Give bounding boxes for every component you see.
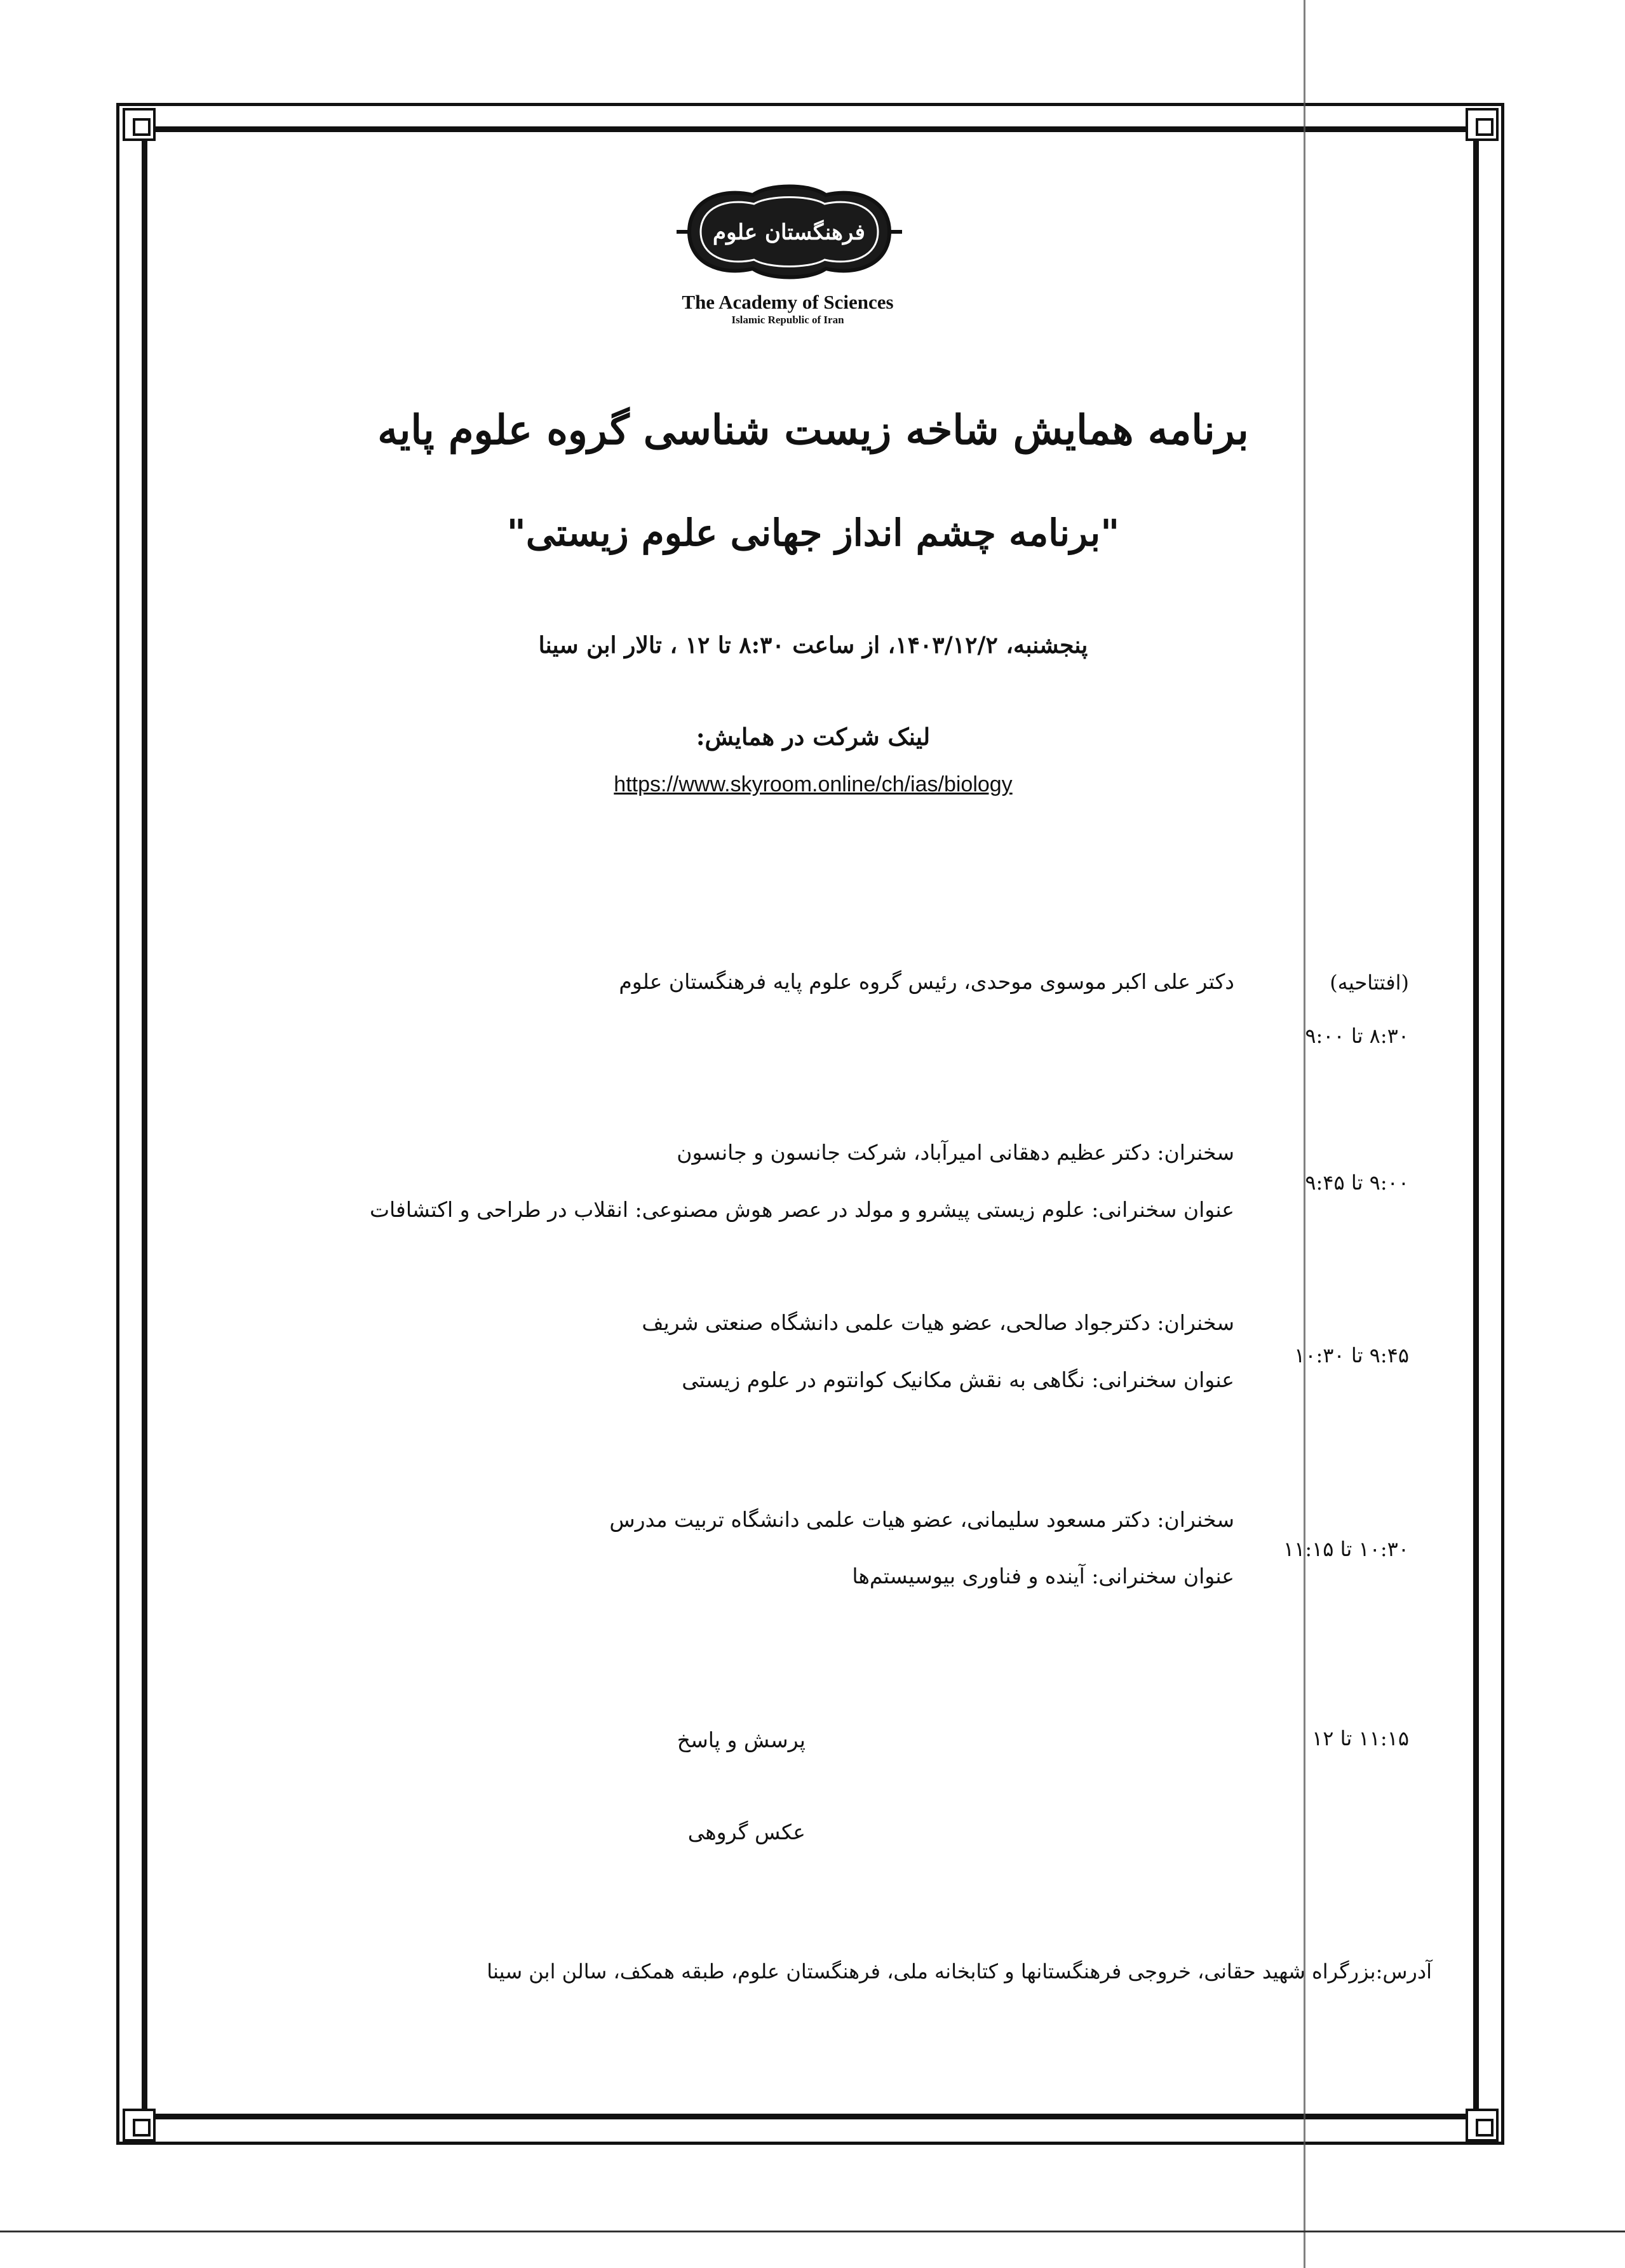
session-time: ۹:۴۵ تا ۱۰:۳۰ bbox=[1294, 1343, 1409, 1367]
session-time: ۱۱:۱۵ تا ۱۲ bbox=[1312, 1726, 1409, 1750]
session-topic: عنوان سخنرانی: علوم زیستی پیشرو و مولد در عصر هوش مصنوعی: انقلاب در طراحی و اکتشافات bbox=[369, 1197, 1234, 1222]
session-speaker: سخنران: دکتر مسعود سلیمانی، عضو هیات علمی دانشگاه تربیت مدرس bbox=[609, 1507, 1234, 1532]
session-topic: عنوان سخنرانی: آینده و فناوری بیوسیستم‌ها bbox=[852, 1564, 1234, 1588]
page-subtitle: "برنامه چشم انداز جهانی علوم زیستی" bbox=[506, 511, 1120, 554]
scan-artifact-line bbox=[0, 2231, 1625, 2232]
join-link-label: لینک شرکت در همایش: bbox=[696, 723, 931, 751]
join-link[interactable]: https://www.skyroom.online/ch/ias/biology bbox=[614, 772, 1013, 796]
logo-name-en: The Academy of Sciences bbox=[682, 291, 894, 313]
academy-logo bbox=[664, 181, 915, 283]
page-title: برنامه همایش شاخه زیست شناسی گروه علوم پایه bbox=[377, 406, 1249, 454]
opening-label: (افتتاحیه) bbox=[1330, 970, 1409, 995]
session-time: ۹:۰۰ تا ۹:۴۵ bbox=[1305, 1171, 1409, 1195]
session-speaker: سخنران: دکترجواد صالحی، عضو هیات علمی دانشگاه صنعتی شریف bbox=[642, 1310, 1234, 1335]
session-time: ۸:۳۰ تا ۹:۰۰ bbox=[1305, 1024, 1409, 1048]
qa-session: پرسش و پاسخ bbox=[677, 1728, 806, 1752]
venue-address: آدرس:بزرگراه شهید حقانی، خروجی فرهنگستانها و کتابخانه ملی، فرهنگستان علوم، طبقه همکف، سالن ابن سینا bbox=[487, 1959, 1432, 1983]
scan-artifact-line bbox=[1304, 0, 1305, 2268]
logo-country-en: Islamic Republic of Iran bbox=[731, 314, 844, 326]
event-date-line: پنجشنبه، ۱۴۰۳/۱۲/۲، از ساعت ۸:۳۰ تا ۱۲ ، تالار ابن سینا bbox=[538, 632, 1088, 659]
session-speaker: سخنران: دکتر عظیم دهقانی امیرآباد، شرکت جانسون و جانسون bbox=[677, 1140, 1234, 1165]
corner-ornament-top-left bbox=[123, 108, 156, 141]
logo-caption bbox=[635, 292, 940, 325]
session-topic: عنوان سخنرانی: نگاهی به نقش مکانیک کوانتوم در علوم زیستی bbox=[682, 1367, 1234, 1392]
session-time: ۱۰:۳۰ تا ۱۱:۱۵ bbox=[1283, 1537, 1409, 1561]
corner-ornament-bottom-right bbox=[1466, 2109, 1499, 2142]
session-speaker: دکتر علی اکبر موسوی موحدی، رئیس گروه علوم پایه فرهنگستان علوم bbox=[619, 969, 1234, 994]
logo-emblem-text: فرهنگستان علوم bbox=[713, 220, 865, 245]
corner-ornament-bottom-left bbox=[123, 2109, 156, 2142]
corner-ornament-top-right bbox=[1466, 108, 1499, 141]
group-photo: عکس گروهی bbox=[687, 1820, 806, 1844]
